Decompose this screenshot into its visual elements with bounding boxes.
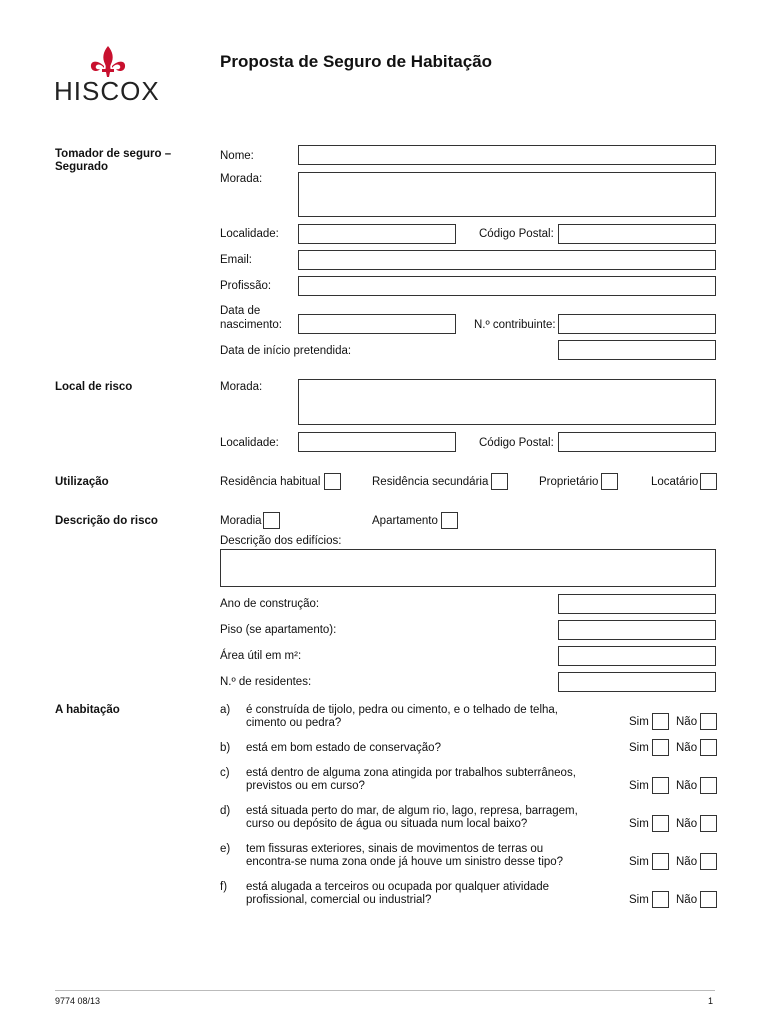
question-e-text-2: encontra-se numa zona onde já houve um sinistro desse tipo?: [246, 856, 564, 868]
section-local-risco: Local de risco: [55, 381, 133, 393]
question-d-text-2: curso ou depósito de água ou situada num local baixo?: [246, 818, 528, 830]
page-title: Proposta de Seguro de Habitação: [220, 52, 493, 71]
profissao-field[interactable]: [298, 276, 716, 296]
question-b-letter: b): [220, 742, 231, 754]
apartamento-label: Apartamento: [372, 515, 438, 527]
question-a-sim-label: Sim: [629, 716, 649, 728]
data-inicio-field[interactable]: [558, 340, 716, 360]
question-f-text-1: está alugada a terceiros ou ocupada por qualquer atividade: [246, 881, 550, 893]
question-e-sim-label: Sim: [629, 856, 649, 868]
question-d-letter: d): [220, 805, 231, 817]
question-c-sim-label: Sim: [629, 780, 649, 792]
moradia-label: Moradia: [220, 515, 262, 527]
question-c-sim-checkbox[interactable]: [652, 777, 669, 794]
risco-morada-field[interactable]: [298, 379, 716, 425]
section-tomador: Tomador de seguro – Segurado: [55, 148, 172, 173]
risco-localidade-label: Localidade:: [220, 437, 279, 449]
hiscox-logo: [48, 44, 168, 106]
risco-codigo-postal-label: Código Postal:: [479, 437, 554, 449]
question-f-nao-label: Não: [676, 894, 698, 906]
fleur-de-lis-icon: [48, 44, 168, 80]
form-code: 9774 08/13: [55, 996, 101, 1006]
proprietario-checkbox[interactable]: [601, 473, 618, 490]
data-nascimento-label-2: nascimento:: [220, 319, 283, 331]
question-f-nao-checkbox[interactable]: [700, 891, 717, 908]
question-f-letter: f): [220, 881, 228, 893]
risco-localidade-field[interactable]: [298, 432, 456, 452]
data-inicio-label: Data de início pretendida:: [220, 345, 352, 357]
question-c-letter: c): [220, 767, 230, 779]
question-d-nao-checkbox[interactable]: [700, 815, 717, 832]
page-number: 1: [708, 996, 714, 1006]
question-c-nao-checkbox[interactable]: [700, 777, 717, 794]
codigo-postal-field[interactable]: [558, 224, 716, 244]
email-label: Email:: [220, 254, 252, 266]
question-d-text-1: está situada perto do mar, de algum rio, lago, represa, barragem,: [246, 805, 578, 817]
profissao-label: Profissão:: [220, 280, 272, 292]
morada-label: Morada:: [220, 173, 263, 185]
question-e-letter: e): [220, 843, 231, 855]
residencia-secundaria-checkbox[interactable]: [491, 473, 508, 490]
question-c-text-1: está dentro de alguma zona atingida por trabalhos subterrâneos,: [246, 767, 576, 779]
apartamento-checkbox[interactable]: [441, 512, 458, 529]
piso-label: Piso (se apartamento):: [220, 624, 337, 636]
area-field[interactable]: [558, 646, 716, 666]
residencia-secundaria-label: Residência secundária: [372, 476, 489, 488]
email-field[interactable]: [298, 250, 716, 270]
section-utilizacao: Utilização: [55, 476, 109, 488]
question-e-sim-checkbox[interactable]: [652, 853, 669, 870]
section-habitacao: A habitação: [55, 704, 120, 716]
question-b-nao-label: Não: [676, 742, 698, 754]
question-a-nao-checkbox[interactable]: [700, 713, 717, 730]
question-a-sim-checkbox[interactable]: [652, 713, 669, 730]
question-c-nao-label: Não: [676, 780, 698, 792]
morada-field[interactable]: [298, 172, 716, 217]
localidade-label: Localidade:: [220, 228, 279, 240]
edificios-field[interactable]: [220, 549, 716, 587]
nome-field[interactable]: [298, 145, 716, 165]
codigo-postal-label: Código Postal:: [479, 228, 554, 240]
question-a-text-1: é construída de tijolo, pedra ou cimento, e o telhado de telha,: [246, 704, 558, 716]
locatario-label: Locatário: [651, 476, 699, 488]
question-a-text-2: cimento ou pedra?: [246, 717, 342, 729]
proprietario-label: Proprietário: [539, 476, 599, 488]
residentes-field[interactable]: [558, 672, 716, 692]
residencia-habitual-checkbox[interactable]: [324, 473, 341, 490]
data-nascimento-field[interactable]: [298, 314, 456, 334]
question-c-text-2: previstos ou em curso?: [246, 780, 365, 792]
question-e-text-1: tem fissuras exteriores, sinais de movimentos de terras ou: [246, 843, 544, 855]
question-f-sim-label: Sim: [629, 894, 649, 906]
question-b-sim-label: Sim: [629, 742, 649, 754]
question-a-nao-label: Não: [676, 716, 698, 728]
question-d-sim-label: Sim: [629, 818, 649, 830]
risco-morada-label: Morada:: [220, 381, 263, 393]
ano-construcao-field[interactable]: [558, 594, 716, 614]
residentes-label: N.º de residentes:: [220, 676, 312, 688]
nome-label: Nome:: [220, 150, 254, 162]
question-a-letter: a): [220, 704, 231, 716]
question-f-text-2: profissional, comercial ou industrial?: [246, 894, 432, 906]
question-d-nao-label: Não: [676, 818, 698, 830]
logo-wordmark: HISCOX: [54, 76, 160, 106]
question-e-nao-checkbox[interactable]: [700, 853, 717, 870]
contribuinte-field[interactable]: [558, 314, 716, 334]
risco-codigo-postal-field[interactable]: [558, 432, 716, 452]
question-b-nao-checkbox[interactable]: [700, 739, 717, 756]
piso-field[interactable]: [558, 620, 716, 640]
edificios-label: Descrição dos edifícios:: [220, 535, 342, 547]
moradia-checkbox[interactable]: [263, 512, 280, 529]
footer-divider: [55, 990, 715, 991]
residencia-habitual-label: Residência habitual: [220, 476, 321, 488]
question-f-sim-checkbox[interactable]: [652, 891, 669, 908]
question-b-text-1: está em bom estado de conservação?: [246, 742, 441, 754]
localidade-field[interactable]: [298, 224, 456, 244]
question-d-sim-checkbox[interactable]: [652, 815, 669, 832]
question-b-sim-checkbox[interactable]: [652, 739, 669, 756]
locatario-checkbox[interactable]: [700, 473, 717, 490]
area-label: Área útil em m²:: [220, 650, 302, 662]
contribuinte-label: N.º contribuinte:: [474, 319, 556, 331]
data-nascimento-label-1: Data de: [220, 305, 261, 317]
ano-construcao-label: Ano de construção:: [220, 598, 320, 610]
section-descricao-risco: Descrição do risco: [55, 515, 158, 527]
question-e-nao-label: Não: [676, 856, 698, 868]
